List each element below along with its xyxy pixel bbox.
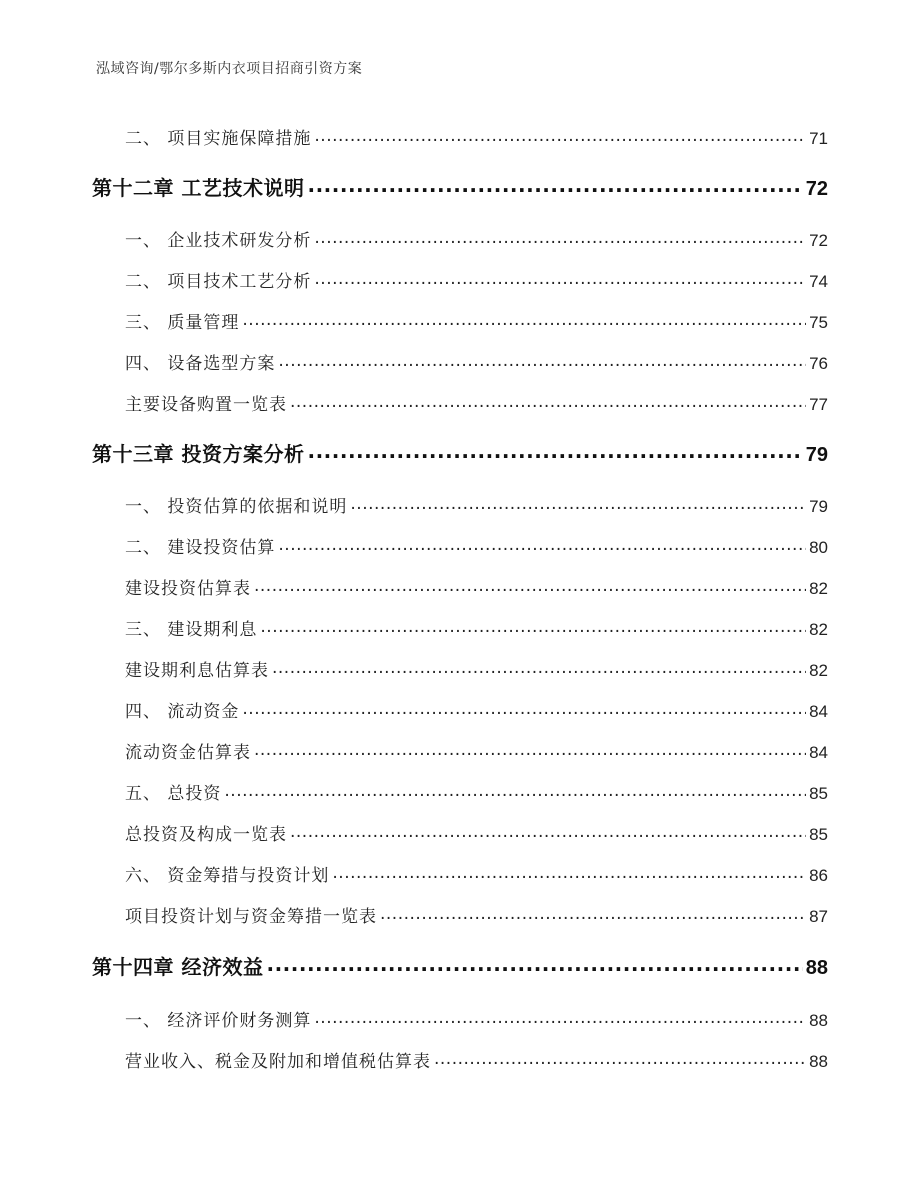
toc-entry-label: 一、 经济评价财务测算 (125, 1011, 312, 1031)
toc-entry-page: 71 (809, 129, 828, 148)
toc-entry[interactable] (125, 697, 828, 722)
toc-entry-label: 一、 企业技术研发分析 (125, 231, 312, 251)
toc-entry[interactable] (125, 533, 828, 558)
toc-leader (380, 905, 806, 922)
toc-leader (307, 441, 802, 461)
toc-entry[interactable] (125, 390, 828, 415)
toc-entry-page: 86 (809, 866, 828, 885)
toc-entry-page: 88 (809, 1011, 828, 1030)
toc-leader (260, 618, 806, 635)
toc-entry-page: 85 (809, 825, 828, 844)
toc-entry[interactable] (125, 738, 828, 763)
toc-entry-label: 四、 流动资金 (125, 702, 240, 722)
toc-entry-page: 79 (809, 497, 828, 516)
toc-entry-page: 75 (809, 313, 828, 332)
toc-entry-label: 营业收入、税金及附加和增值税估算表 (125, 1052, 431, 1072)
toc-entry-page: 80 (809, 538, 828, 557)
toc-leader (314, 270, 806, 287)
toc-entry-label: 三、 质量管理 (125, 313, 240, 333)
toc-entry[interactable] (125, 574, 828, 599)
toc-chapter-entry[interactable] (92, 951, 828, 980)
toc-entry-page: 84 (809, 702, 828, 721)
toc-leader (290, 823, 806, 840)
toc-entry-label: 流动资金估算表 (125, 743, 251, 763)
toc-entry[interactable] (125, 1047, 828, 1072)
toc-leader (314, 229, 806, 246)
toc-entry-label: 一、 投资估算的依据和说明 (125, 497, 348, 517)
toc-entry-label: 五、 总投资 (125, 784, 222, 804)
toc-entry-label: 二、 项目技术工艺分析 (125, 272, 312, 292)
toc-chapter-page: 72 (805, 178, 828, 200)
toc-entry[interactable] (125, 492, 828, 517)
toc-leader (266, 954, 802, 974)
toc-leader (332, 864, 806, 881)
toc-leader (242, 700, 806, 717)
toc-entry-page: 82 (809, 661, 828, 680)
toc-entry[interactable] (125, 226, 828, 251)
toc-entry[interactable] (125, 308, 828, 333)
toc-entry[interactable] (125, 124, 828, 149)
toc-entry-label: 三、 建设期利息 (125, 620, 258, 640)
toc-leader (314, 127, 806, 144)
toc-entry-page: 74 (809, 272, 828, 291)
toc-entry-page: 76 (809, 354, 828, 373)
toc-entry-page: 85 (809, 784, 828, 803)
toc-leader (254, 577, 806, 594)
toc-entry-label: 项目投资计划与资金筹措一览表 (125, 907, 377, 927)
toc-leader (224, 782, 806, 799)
toc-entry-label: 建设期利息估算表 (125, 661, 269, 681)
toc-entry-label: 总投资及构成一览表 (125, 825, 287, 845)
toc-entry[interactable] (125, 861, 828, 886)
toc-leader (278, 352, 806, 369)
toc-entry[interactable] (125, 615, 828, 640)
toc-entry-page: 87 (809, 907, 828, 926)
toc-chapter-label: 第十四章 经济效益 (92, 955, 264, 979)
toc-entry[interactable] (125, 820, 828, 845)
toc-entry-page: 72 (809, 231, 828, 250)
toc-entry[interactable] (125, 1006, 828, 1031)
toc-entry-label: 六、 资金筹措与投资计划 (125, 866, 330, 886)
toc-chapter-entry[interactable] (92, 438, 828, 467)
toc-entry-page: 82 (809, 579, 828, 598)
toc-entry[interactable] (125, 656, 828, 681)
toc-chapter-label: 第十三章 投资方案分析 (92, 442, 305, 466)
toc-leader (272, 659, 806, 676)
toc-entry-page: 82 (809, 620, 828, 639)
toc-leader (307, 175, 802, 195)
toc-leader (434, 1050, 806, 1067)
toc-entry-label: 四、 设备选型方案 (125, 354, 276, 374)
toc-chapter-entry[interactable] (92, 172, 828, 201)
toc-entry-page: 77 (809, 395, 828, 414)
page-header: 泓域咨询/鄂尔多斯内衣项目招商引资方案 (96, 61, 363, 77)
toc-entry-label: 二、 项目实施保障措施 (125, 129, 312, 149)
toc-entry-label: 主要设备购置一览表 (125, 395, 287, 415)
toc-chapter-label: 第十二章 工艺技术说明 (92, 176, 305, 200)
toc-chapter-page: 79 (805, 444, 828, 466)
toc-chapter-page: 88 (805, 957, 828, 979)
toc-entry-page: 88 (809, 1052, 828, 1071)
toc-entry[interactable] (125, 267, 828, 292)
toc-entry-label: 二、 建设投资估算 (125, 538, 276, 558)
toc-leader (242, 311, 806, 328)
toc-entry[interactable] (125, 349, 828, 374)
toc-entry[interactable] (125, 902, 828, 927)
toc-entry[interactable] (125, 779, 828, 804)
toc-leader (350, 495, 806, 512)
toc-leader (254, 741, 806, 758)
toc-entry-page: 84 (809, 743, 828, 762)
toc-leader (290, 393, 806, 410)
toc-entry-label: 建设投资估算表 (125, 579, 251, 599)
toc-leader (314, 1009, 806, 1026)
toc-leader (278, 536, 806, 553)
